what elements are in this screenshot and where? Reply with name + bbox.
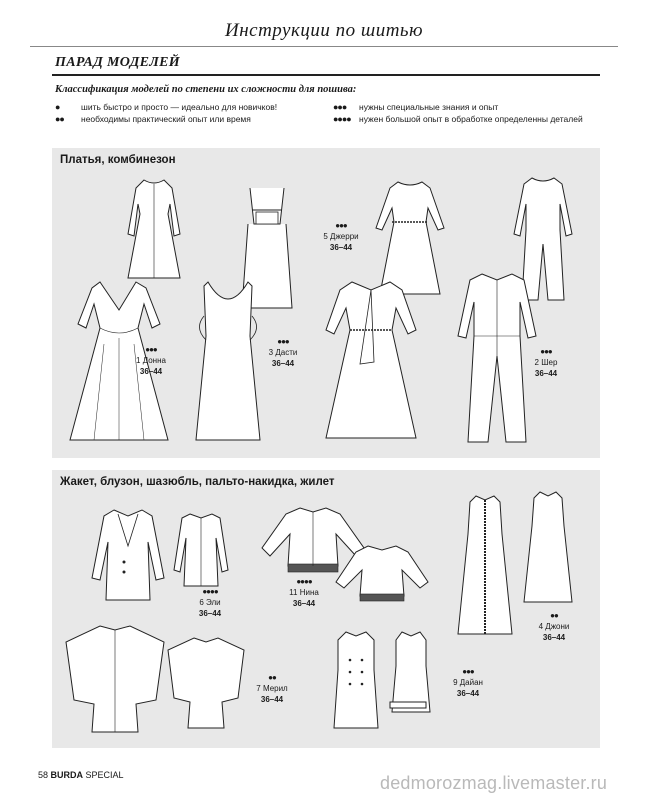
model-label-donna: [116, 344, 186, 377]
page-header-title: Инструкции по шитью: [225, 20, 423, 41]
difficulty-dots: ●●●: [277, 337, 289, 346]
model-name: 11 Нина: [289, 588, 319, 597]
model-label-dasti: [248, 336, 318, 369]
section-divider: [52, 74, 600, 76]
gilet-sketch-back: [518, 486, 578, 606]
legend-text: нужны специальные знания и опыт: [359, 102, 499, 112]
coat-sketch-dayan: [328, 626, 384, 734]
page-number: 58: [38, 770, 49, 780]
model-name: 9 Дайан: [453, 678, 483, 687]
watermark: dedmorozmag.livemaster.ru: [380, 773, 608, 793]
panel-title: Жакет, блузон, шазюбль, пальто-накидка, жилет: [60, 476, 335, 488]
brand-suffix: SPECIAL: [85, 770, 124, 780]
model-label-nina: [272, 576, 336, 609]
legend-item: [333, 102, 498, 112]
difficulty-dots: ●●: [550, 611, 558, 620]
difficulty-dots: ●●: [55, 114, 64, 124]
dress-sketch-back: [114, 174, 194, 284]
model-name: 6 Эли: [199, 598, 221, 607]
model-size: 36–44: [260, 695, 284, 704]
cape-sketch-meril: [60, 620, 170, 738]
model-size: 36–44: [198, 609, 222, 618]
model-name: 5 Джерри: [323, 232, 359, 241]
legend-text: шить быстро и просто — идеально для новичков!: [81, 102, 278, 112]
gilet-sketch-joni: [450, 490, 520, 640]
model-label-jerry: [306, 220, 376, 253]
difficulty-dots: ●●: [268, 673, 276, 682]
difficulty-dots: ●●●: [335, 221, 347, 230]
model-size: 36–44: [329, 243, 353, 252]
difficulty-dots: ●●●: [540, 347, 552, 356]
model-name: 3 Дасти: [268, 348, 298, 357]
legend-item: [55, 114, 251, 124]
jacket-sketch: [88, 506, 168, 606]
model-size: 36–44: [271, 359, 295, 368]
model-size: 36–44: [456, 689, 480, 698]
difficulty-dots: ●●●●: [333, 114, 351, 124]
model-label-joni: [522, 610, 586, 643]
model-name: 1 Донна: [136, 356, 166, 365]
belt-sketch: [388, 698, 428, 712]
model-label-meril: [242, 672, 302, 705]
model-size: 36–44: [139, 367, 163, 376]
difficulty-dots: ●●●: [145, 345, 157, 354]
cape-sketch-back: [164, 632, 248, 732]
classification-title: Классификация моделей по степени их сложности для пошива:: [55, 84, 357, 95]
dresses-panel: [52, 148, 600, 458]
section-heading: ПАРАД МОДЕЛЕЙ: [55, 55, 180, 70]
difficulty-dots: ●●●●: [202, 587, 218, 596]
model-size: 36–44: [542, 633, 566, 642]
legend-item: [333, 114, 583, 124]
legend-text: необходимы практический опыт или время: [81, 114, 251, 124]
difficulty-dots: ●●●●: [296, 577, 312, 586]
model-size: 36–44: [534, 369, 558, 378]
difficulty-dots: ●: [55, 102, 60, 112]
blouson-sketch-back: [332, 542, 432, 606]
legend-text: нужен большой опыт в обработке определенны деталей: [359, 114, 583, 124]
header-divider: [30, 46, 618, 47]
model-name: 7 Мерил: [256, 684, 288, 693]
jacket-sketch-eli: [172, 510, 230, 590]
difficulty-dots: ●●●: [333, 102, 347, 112]
brand-name: BURDA: [50, 770, 84, 780]
model-name: 2 Шер: [534, 358, 558, 367]
model-name: 4 Джони: [538, 622, 570, 631]
page-footer: [38, 770, 124, 780]
difficulty-dots: ●●●: [462, 667, 474, 676]
model-label-sher: [514, 346, 578, 379]
panel-title: Платья, комбинезон: [60, 154, 176, 166]
model-label-dayan: [436, 666, 500, 699]
model-size: 36–44: [292, 599, 316, 608]
legend-item: [55, 102, 277, 112]
dress-sketch-jerry: [316, 274, 426, 444]
jackets-panel: [52, 470, 600, 748]
model-label-eli: [180, 586, 240, 619]
